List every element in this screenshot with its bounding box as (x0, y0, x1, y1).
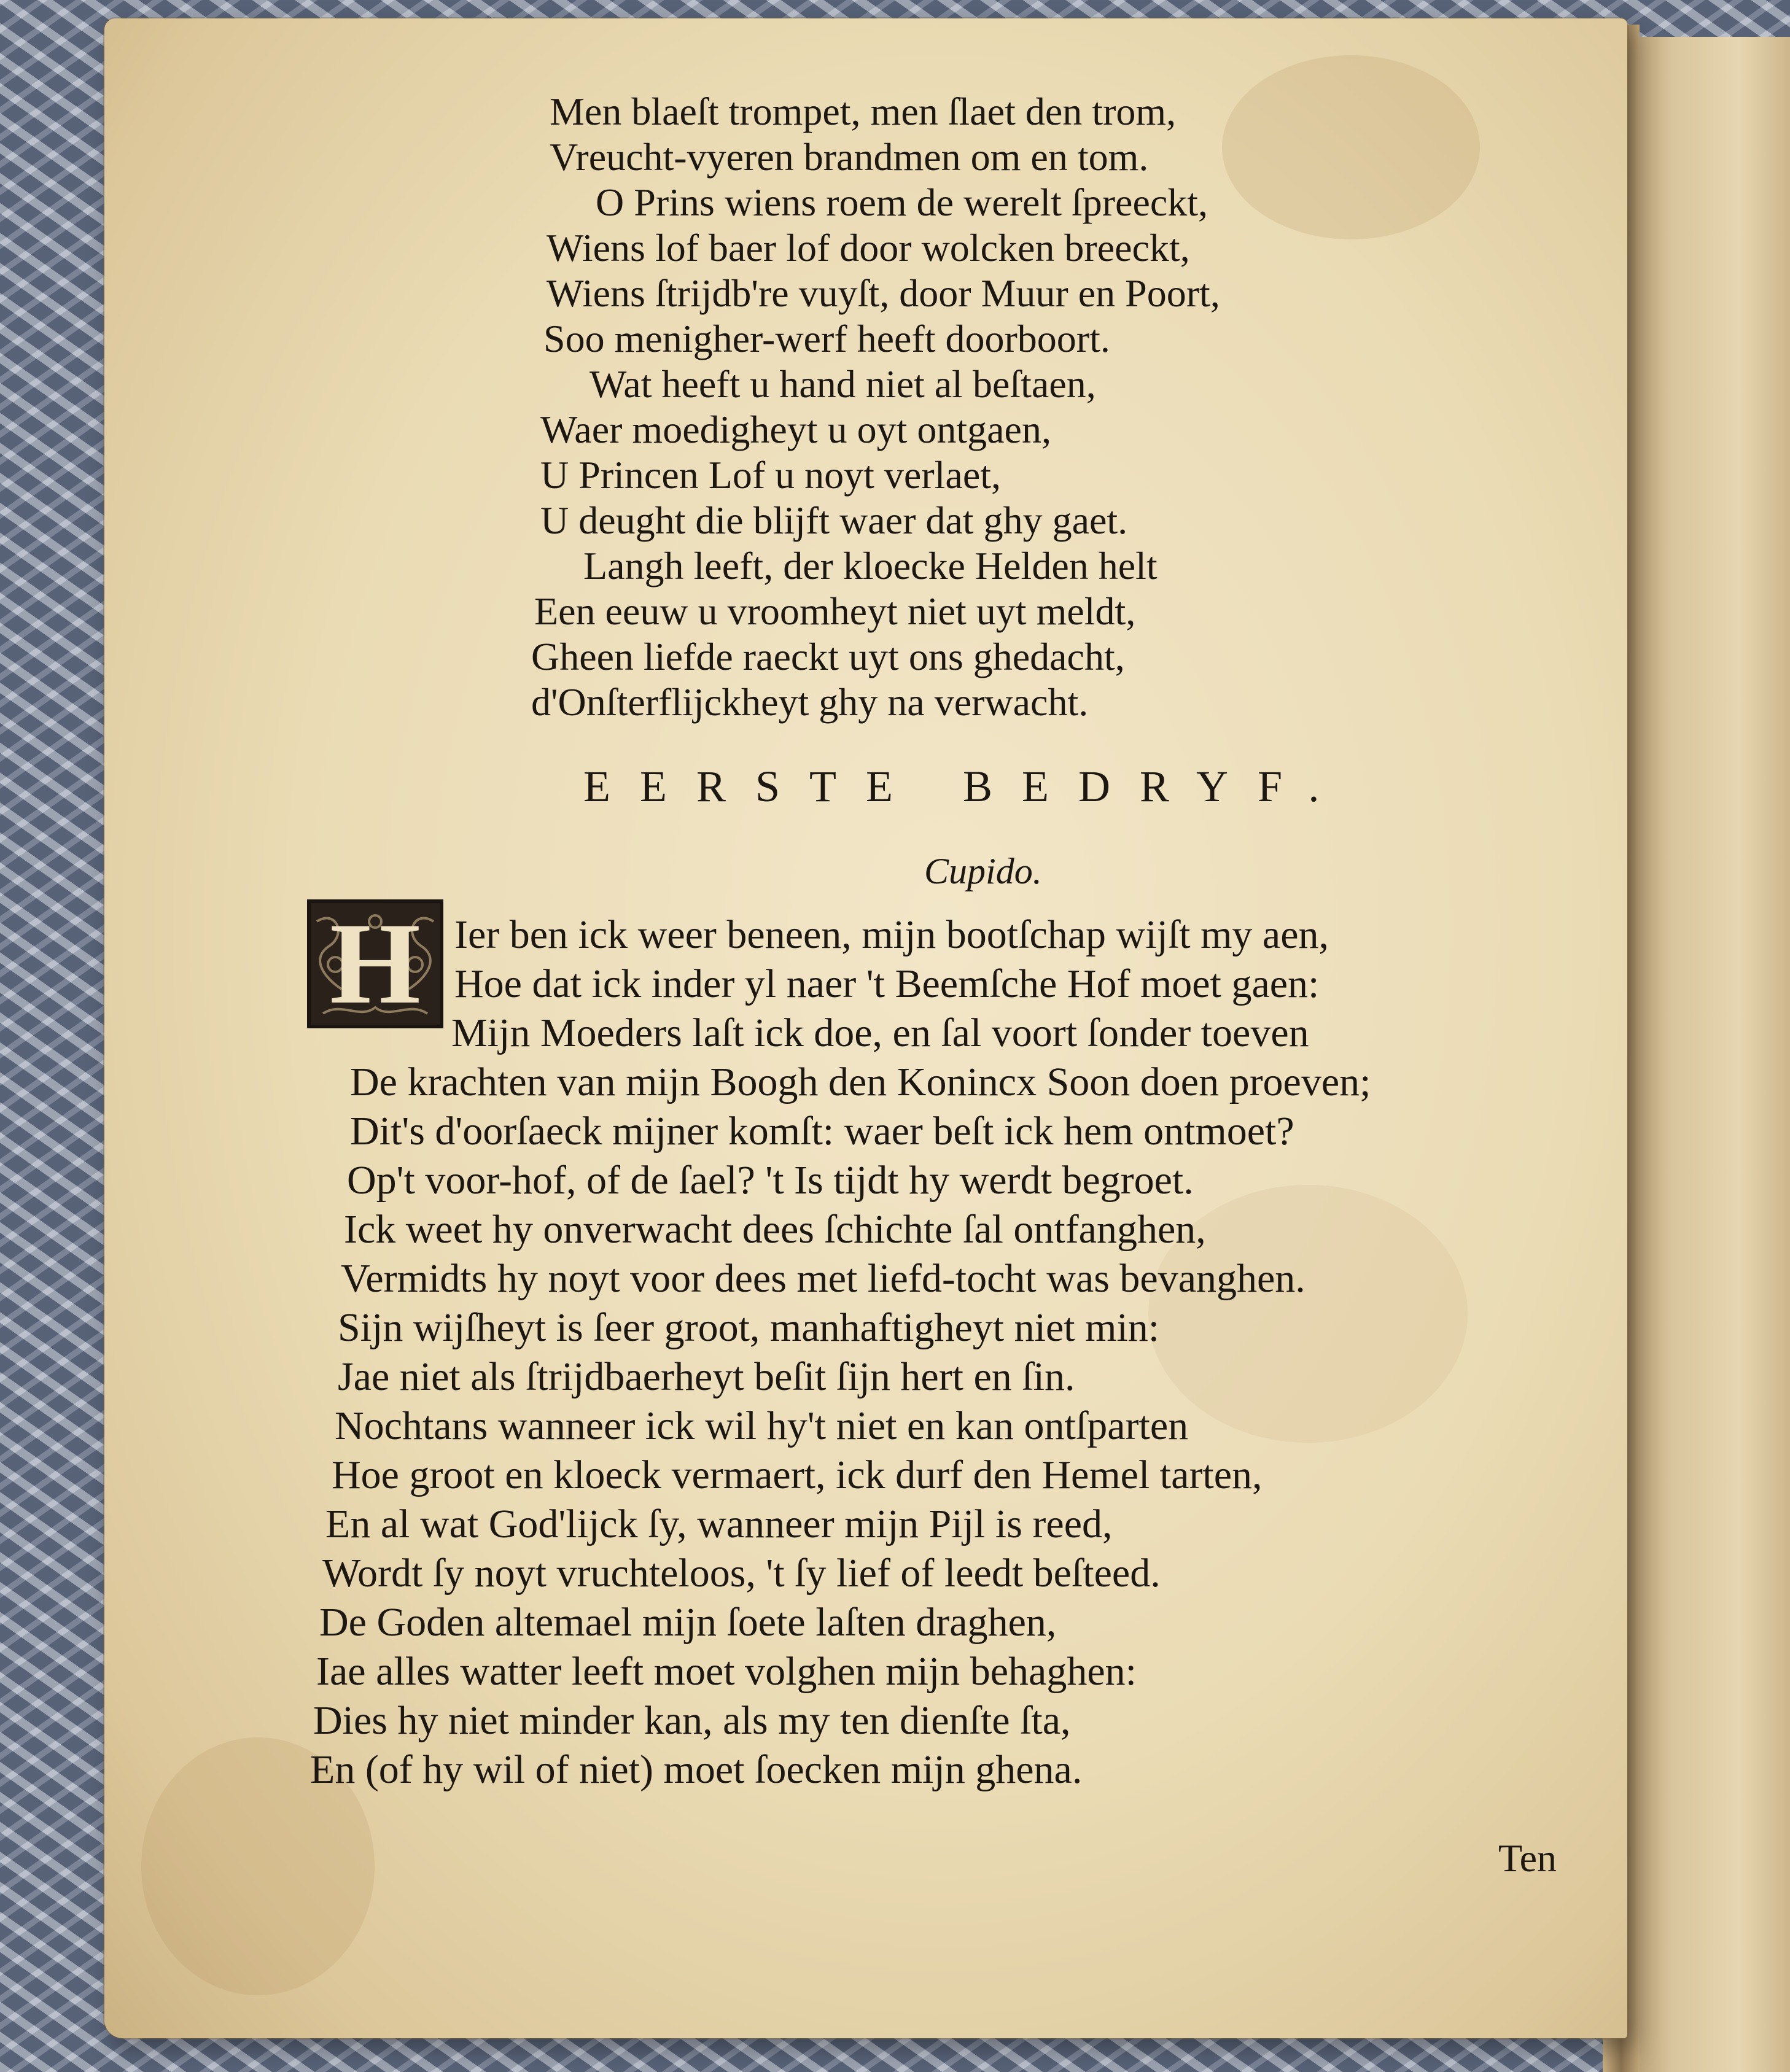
poem-line: Gheen liefde raeckt uyt ons ghedacht, (531, 635, 1125, 678)
poem-line: Men blaeſt trompet, men ſlaet den trom, (550, 90, 1177, 133)
speech-line: Wordt ſy noyt vruchteloos, 't ſy lief of leedt beſteed. (322, 1551, 1161, 1596)
catchword: Ten (1498, 1836, 1557, 1880)
poem-line: d'Onſterflijckheyt ghy na verwacht. (531, 680, 1089, 724)
act-heading: EERSTE BEDRYF. (583, 762, 1349, 811)
speech-line: Op't voor-hof, of de ſael? 't Is tijdt hy werdt begroet. (347, 1158, 1194, 1203)
speech-line: Iae alles watter leeft moet volghen mijn behaghen: (316, 1649, 1137, 1694)
poem-line: U Princen Lof u noyt verlaet, (540, 453, 1001, 497)
speech-line: De Goden altemael mijn ſoete laſten draghen, (319, 1600, 1057, 1645)
speech-line: Mijn Moeders laſt ick doe, en ſal voort ſonder toeven (451, 1011, 1309, 1055)
speech-line: Jae niet als ſtrijdbaerheyt beſit ſijn hert en ſin. (338, 1354, 1075, 1399)
poem-line: Soo menigher-werf heeft doorboort. (543, 317, 1110, 360)
speech-line: Dit's d'oorſaeck mijner komſt: waer beſt ick hem ontmoet? (350, 1109, 1294, 1154)
speech-line: Dies hy niet minder kan, als my ten dienſte ſta, (313, 1698, 1071, 1743)
speech-line: Hoe dat ick inder yl naer 't Beemſche Hof moet gaen: (454, 961, 1320, 1006)
speech-line: En al wat God'lijck ſy, wanneer mijn Pijl is reed, (325, 1502, 1113, 1546)
speech-line: Hoe groot en kloeck vermaert, ick durf den Hemel tarten, (332, 1453, 1263, 1497)
speaker-name: Cupido. (924, 851, 1042, 891)
facing-page (1621, 37, 1790, 2072)
speech-line: De krachten van mijn Boogh den Konincx Soon doen proeven; (350, 1060, 1371, 1104)
speech-line: Ier ben ick weer beneen, mijn bootſchap wijſt my aen, (454, 912, 1329, 957)
speech-line: En (of hy wil of niet) moet ſoecken mijn ghena. (310, 1747, 1083, 1792)
speech-line: Sijn wijſheyt is ſeer groot, manhaftigheyt niet min: (338, 1305, 1160, 1350)
speech-line: Vermidts hy noyt voor dees met liefd-tocht was bevanghen. (341, 1256, 1306, 1301)
poem-line: O Prins wiens roem de werelt ſpreeckt, (596, 180, 1208, 224)
speech-line: Nochtans wanneer ick wil hy't niet en kan ontſparten (335, 1403, 1189, 1448)
decorated-initial (307, 899, 443, 1028)
poem-line: Langh leeft, der kloecke Helden helt (583, 544, 1158, 588)
paper-stain (1222, 55, 1480, 239)
poem-line: Wat heeft u hand niet al beſtaen, (590, 362, 1096, 406)
poem-line: Een eeuw u vroomheyt niet uyt meldt, (534, 589, 1136, 633)
poem-line: Wiens lof baer lof door wolcken breeckt, (547, 226, 1190, 270)
poem-line: Wiens ſtrijdb're vuyſt, door Muur en Poort, (547, 271, 1220, 315)
poem-line: U deught die blijft waer dat ghy gaet. (540, 499, 1128, 542)
drop-cap-letter: H (330, 899, 421, 1028)
poem-line: Waer moedigheyt u oyt ontgaen, (540, 408, 1051, 451)
speech-line: Ick weet hy onverwacht dees ſchichte ſal ontfanghen, (344, 1207, 1206, 1252)
poem-line: Vreucht-vyeren brandmen om en tom. (550, 135, 1149, 179)
